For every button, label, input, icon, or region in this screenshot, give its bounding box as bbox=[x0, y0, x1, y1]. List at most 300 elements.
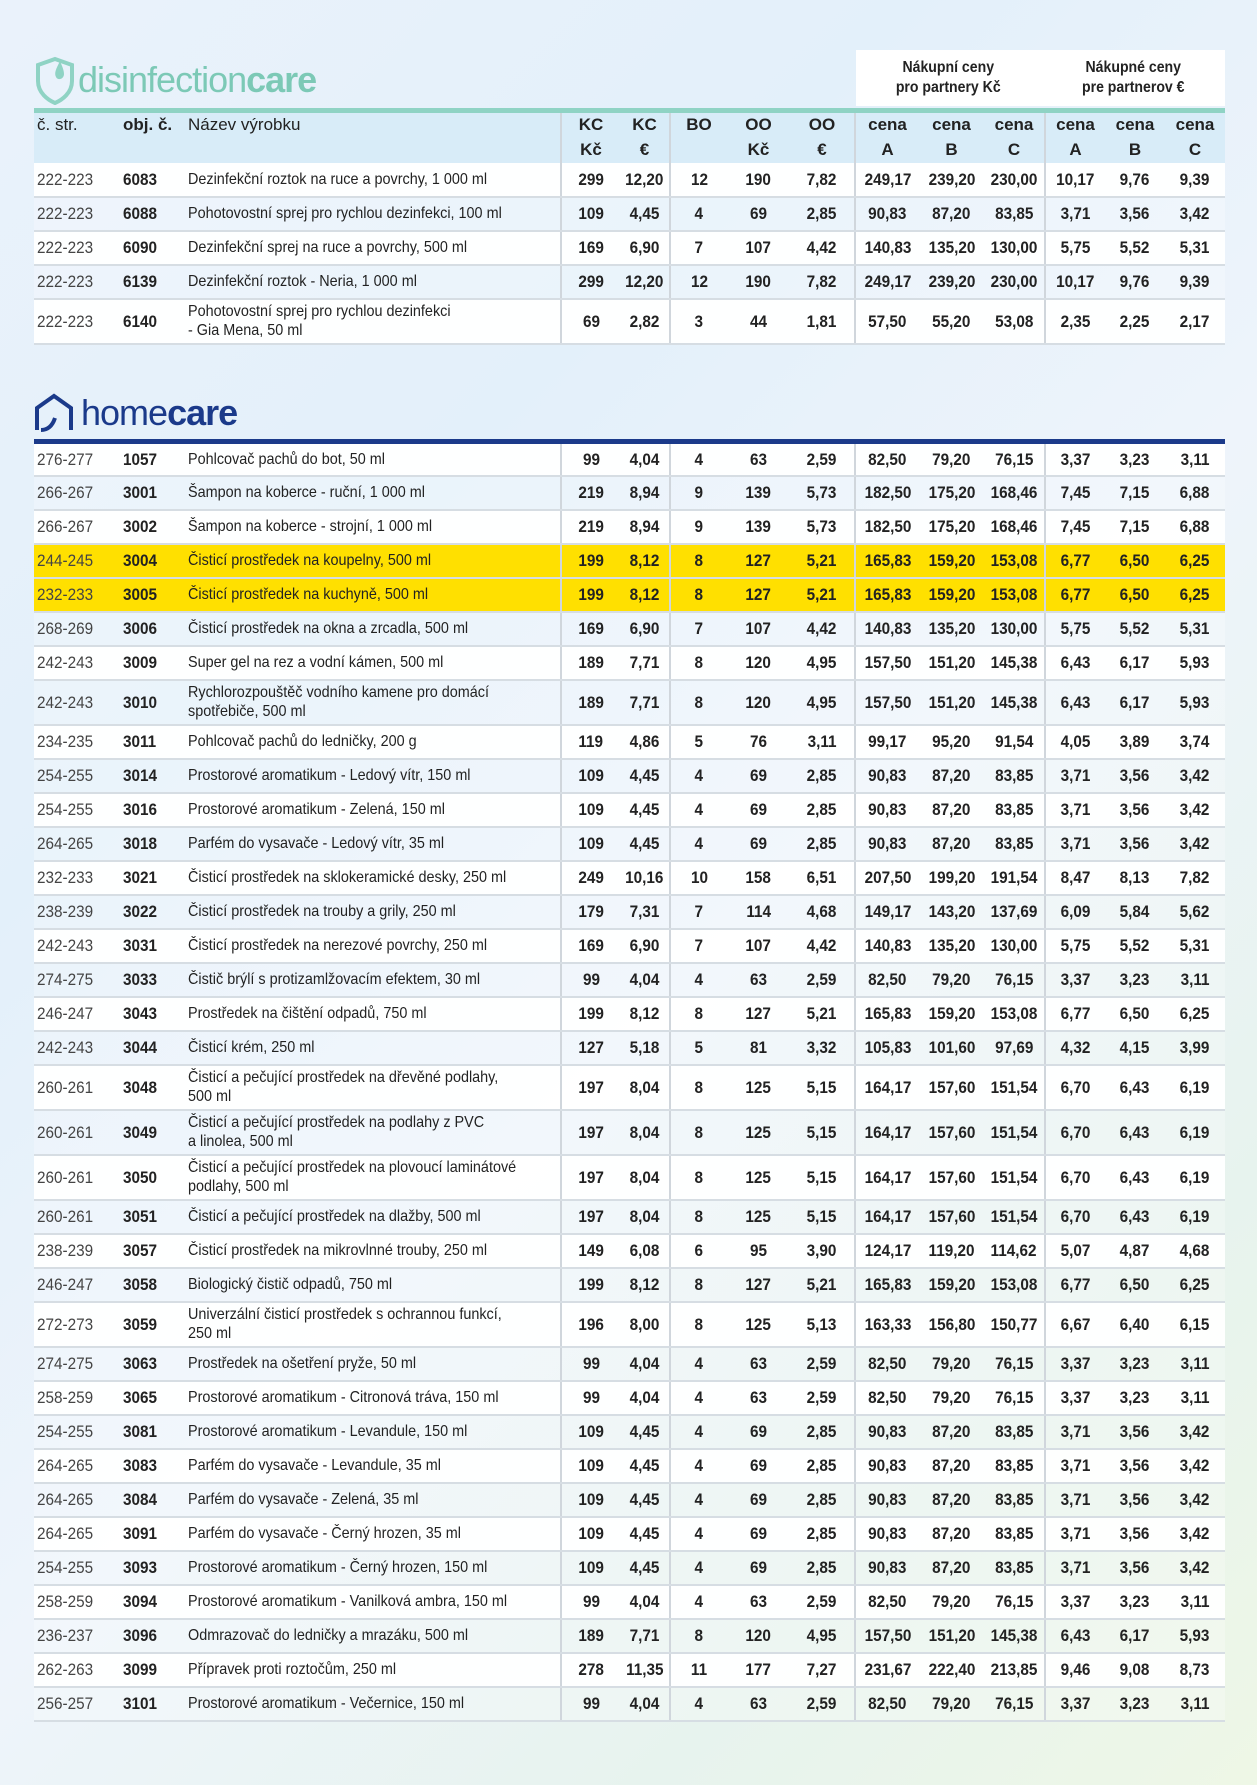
oo-czk-cell bbox=[727, 1155, 790, 1200]
price-c-eur-cell bbox=[1165, 646, 1225, 680]
price-c-czk: 153,08 bbox=[990, 1004, 1038, 1023]
price-a-eur-cell bbox=[1045, 895, 1105, 929]
order-code: 3049 bbox=[123, 1122, 158, 1142]
price-a-eur: 10,17 bbox=[1056, 272, 1095, 291]
page-range-cell bbox=[34, 1483, 120, 1517]
price-b-czk-cell bbox=[919, 1110, 984, 1155]
product-name: Čisticí a pečující prostředek na dlažby, 500 ml bbox=[188, 1208, 481, 1225]
oo-czk: 107 bbox=[745, 619, 772, 638]
col-header-top: OO bbox=[790, 111, 855, 137]
shield-drop-icon bbox=[32, 55, 78, 105]
price-b-eur: 8,13 bbox=[1120, 868, 1150, 887]
price-c-czk: 83,85 bbox=[994, 1524, 1034, 1543]
order-code-cell bbox=[120, 299, 185, 344]
oo-eur: 4,42 bbox=[807, 238, 837, 257]
kc-eur: 4,45 bbox=[629, 1422, 660, 1441]
oo-eur: 5,73 bbox=[807, 483, 837, 502]
price-b-eur: 3,89 bbox=[1120, 732, 1150, 751]
price-b-czk-cell bbox=[919, 197, 984, 231]
price-c-czk-cell bbox=[984, 1234, 1045, 1268]
price-a-eur-cell bbox=[1045, 612, 1105, 646]
order-code-cell bbox=[120, 646, 185, 680]
kc-czk-cell bbox=[561, 646, 620, 680]
price-b-eur: 6,43 bbox=[1120, 1167, 1150, 1187]
oo-czk-cell bbox=[727, 1653, 790, 1687]
price-a-eur: 3,37 bbox=[1060, 1592, 1091, 1611]
price-c-czk: 83,85 bbox=[994, 1558, 1034, 1577]
kc-czk-cell bbox=[561, 1483, 620, 1517]
price-b-czk-cell bbox=[919, 1449, 984, 1483]
price-a-eur-cell bbox=[1045, 1302, 1105, 1347]
price-a-czk-cell bbox=[855, 861, 919, 895]
bo: 8 bbox=[694, 1314, 704, 1334]
order-code: 3051 bbox=[123, 1207, 158, 1226]
price-c-czk: 145,38 bbox=[990, 653, 1038, 672]
price-b-czk: 157,60 bbox=[928, 1167, 975, 1187]
oo-eur-cell bbox=[790, 1381, 855, 1415]
oo-czk-cell bbox=[727, 725, 790, 759]
product-row bbox=[34, 231, 1225, 265]
kc-czk-cell bbox=[561, 1415, 620, 1449]
oo-czk-cell bbox=[727, 1031, 790, 1065]
col-header-page: č. str. bbox=[34, 111, 120, 137]
bo: 6 bbox=[694, 1241, 704, 1260]
kc-eur-cell bbox=[620, 1687, 670, 1721]
order-code-cell bbox=[120, 725, 185, 759]
price-group-headers bbox=[856, 50, 1225, 106]
kc-czk: 109 bbox=[578, 766, 604, 785]
product-row bbox=[34, 510, 1225, 544]
price-a-czk-cell bbox=[855, 299, 919, 344]
order-code-cell bbox=[120, 997, 185, 1031]
oo-eur-cell bbox=[790, 895, 855, 929]
oo-eur: 2,59 bbox=[807, 1388, 837, 1407]
product-name-cell bbox=[185, 476, 561, 510]
oo-czk-cell bbox=[727, 1268, 790, 1302]
page-range-cell bbox=[34, 163, 120, 197]
price-b-czk-cell bbox=[919, 612, 984, 646]
order-code: 3096 bbox=[123, 1626, 158, 1645]
page-range: 222-223 bbox=[37, 169, 94, 189]
oo-eur: 2,59 bbox=[807, 449, 837, 469]
price-b-czk-cell bbox=[919, 544, 984, 578]
price-a-eur-cell bbox=[1045, 544, 1105, 578]
price-a-czk: 82,50 bbox=[868, 1354, 907, 1373]
oo-eur-cell bbox=[790, 827, 855, 861]
price-c-czk: 151,54 bbox=[990, 1207, 1038, 1226]
kc-eur-cell bbox=[620, 1551, 670, 1585]
page-range: 254-255 bbox=[37, 766, 94, 785]
oo-czk-cell bbox=[727, 1234, 790, 1268]
page-range: 274-275 bbox=[37, 1354, 94, 1373]
oo-czk-cell bbox=[727, 578, 790, 612]
kc-eur: 8,04 bbox=[629, 1207, 660, 1226]
product-name-cell bbox=[185, 299, 561, 344]
price-b-eur: 3,56 bbox=[1120, 800, 1150, 819]
product-name-cell bbox=[185, 895, 561, 929]
price-c-eur-cell bbox=[1165, 1585, 1225, 1619]
bo: 8 bbox=[694, 1122, 704, 1142]
price-b-czk: 87,20 bbox=[932, 1490, 971, 1509]
kc-czk: 249 bbox=[578, 868, 604, 887]
oo-czk-cell bbox=[727, 1483, 790, 1517]
price-b-czk: 159,20 bbox=[928, 1004, 975, 1023]
order-code-cell bbox=[120, 1687, 185, 1721]
product-row bbox=[34, 442, 1225, 476]
price-c-czk-cell bbox=[984, 895, 1045, 929]
price-b-czk-cell bbox=[919, 1268, 984, 1302]
price-c-eur: 2,17 bbox=[1180, 311, 1210, 331]
price-a-eur: 6,70 bbox=[1060, 1207, 1091, 1226]
kc-eur-cell bbox=[620, 929, 670, 963]
order-code-cell bbox=[120, 1155, 185, 1200]
price-b-eur-cell bbox=[1105, 895, 1165, 929]
price-a-eur: 4,32 bbox=[1060, 1038, 1091, 1057]
order-code: 3005 bbox=[123, 585, 158, 604]
page-range-cell bbox=[34, 1551, 120, 1585]
price-a-eur-cell bbox=[1045, 265, 1105, 299]
page-range: 242-243 bbox=[37, 936, 94, 955]
price-b-eur: 3,56 bbox=[1120, 1422, 1150, 1441]
oo-eur: 4,95 bbox=[807, 1626, 837, 1645]
price-a-eur-cell bbox=[1045, 646, 1105, 680]
order-code: 3021 bbox=[123, 868, 158, 887]
bo: 9 bbox=[694, 517, 704, 536]
price-c-czk-cell bbox=[984, 680, 1045, 725]
product-name: Čisticí prostředek na okna a zrcadla, 500 ml bbox=[188, 620, 469, 637]
product-name: Parfém do vysavače - Ledový vítr, 35 ml bbox=[188, 835, 445, 852]
price-a-czk-cell bbox=[855, 476, 919, 510]
oo-eur: 5,15 bbox=[807, 1122, 837, 1142]
price-c-czk-cell bbox=[984, 476, 1045, 510]
price-a-czk: 164,17 bbox=[864, 1167, 911, 1187]
kc-eur-cell bbox=[620, 646, 670, 680]
price-a-czk: 249,17 bbox=[864, 169, 911, 189]
price-c-czk-cell bbox=[984, 1653, 1045, 1687]
price-a-eur-cell bbox=[1045, 725, 1105, 759]
product-name-cell bbox=[185, 197, 561, 231]
header-row-units bbox=[34, 137, 1225, 163]
oo-eur-cell bbox=[790, 1517, 855, 1551]
price-c-czk: 91,54 bbox=[994, 732, 1034, 751]
price-c-eur: 4,68 bbox=[1180, 1241, 1210, 1260]
kc-czk: 189 bbox=[578, 692, 604, 712]
price-c-eur-cell bbox=[1165, 1517, 1225, 1551]
price-a-eur-cell bbox=[1045, 1517, 1105, 1551]
price-a-eur: 6,43 bbox=[1060, 692, 1091, 712]
oo-czk-cell bbox=[727, 1347, 790, 1381]
price-a-czk: 90,83 bbox=[868, 1490, 907, 1509]
product-name: Dezinfekční roztok na ruce a povrchy, 1 000 ml bbox=[188, 170, 488, 188]
kc-czk-cell bbox=[561, 759, 620, 793]
kc-eur-cell bbox=[620, 1415, 670, 1449]
bo: 8 bbox=[694, 1275, 704, 1294]
price-c-eur-cell bbox=[1165, 725, 1225, 759]
product-name: Prostředek na čištění odpadů, 750 ml bbox=[188, 1005, 427, 1022]
oo-czk-cell bbox=[727, 963, 790, 997]
price-b-eur: 3,56 bbox=[1120, 834, 1150, 853]
price-c-eur-cell bbox=[1165, 895, 1225, 929]
oo-eur-cell bbox=[790, 861, 855, 895]
price-a-eur: 3,71 bbox=[1060, 766, 1091, 785]
price-b-czk-cell bbox=[919, 1619, 984, 1653]
price-b-eur: 6,43 bbox=[1120, 1207, 1150, 1226]
price-b-czk: 87,20 bbox=[932, 204, 971, 223]
oo-czk: 120 bbox=[745, 653, 772, 672]
price-a-eur-cell bbox=[1045, 510, 1105, 544]
oo-czk: 69 bbox=[749, 1422, 768, 1441]
bo-cell bbox=[670, 1483, 727, 1517]
price-b-eur-cell bbox=[1105, 793, 1165, 827]
price-b-eur-cell bbox=[1105, 197, 1165, 231]
product-name: Čisticí prostředek na sklokeramické desky, 250 ml bbox=[188, 869, 507, 886]
oo-eur-cell bbox=[790, 299, 855, 344]
col-header-bottom bbox=[670, 137, 727, 163]
price-c-czk-cell bbox=[984, 1449, 1045, 1483]
oo-czk-cell bbox=[727, 510, 790, 544]
price-a-czk: 164,17 bbox=[864, 1122, 911, 1142]
price-a-eur: 5,75 bbox=[1060, 936, 1091, 955]
price-a-eur: 8,47 bbox=[1060, 868, 1091, 887]
price-b-eur-cell bbox=[1105, 759, 1165, 793]
oo-czk-cell bbox=[727, 442, 790, 476]
product-name: Parfém do vysavače - Levandule, 35 ml bbox=[188, 1457, 441, 1474]
price-a-czk-cell bbox=[855, 1155, 919, 1200]
price-a-czk-cell bbox=[855, 1619, 919, 1653]
price-c-eur: 6,88 bbox=[1180, 483, 1210, 502]
order-code-cell bbox=[120, 1234, 185, 1268]
product-name-cell bbox=[185, 929, 561, 963]
product-name-cell bbox=[185, 759, 561, 793]
price-a-czk: 164,17 bbox=[864, 1207, 911, 1226]
order-code-cell bbox=[120, 1585, 185, 1619]
kc-czk-cell bbox=[561, 1347, 620, 1381]
price-c-czk-cell bbox=[984, 827, 1045, 861]
product-name: Čisticí krém, 250 ml bbox=[188, 1039, 315, 1056]
price-b-czk-cell bbox=[919, 299, 984, 344]
kc-czk-cell bbox=[561, 1517, 620, 1551]
oo-czk-cell bbox=[727, 929, 790, 963]
oo-eur-cell bbox=[790, 725, 855, 759]
price-b-czk-cell bbox=[919, 1155, 984, 1200]
bo: 8 bbox=[694, 1167, 704, 1187]
oo-eur: 3,11 bbox=[807, 732, 837, 751]
page-range: 238-239 bbox=[37, 1241, 94, 1260]
price-c-czk-cell bbox=[984, 1585, 1045, 1619]
oo-czk: 120 bbox=[745, 692, 772, 712]
order-code: 3022 bbox=[123, 902, 158, 921]
price-a-eur-cell bbox=[1045, 1415, 1105, 1449]
price-b-czk-cell bbox=[919, 1653, 984, 1687]
product-name-cell bbox=[185, 963, 561, 997]
price-a-eur-cell bbox=[1045, 1653, 1105, 1687]
page-range-cell bbox=[34, 861, 120, 895]
oo-czk: 69 bbox=[749, 1524, 768, 1543]
price-b-czk-cell bbox=[919, 163, 984, 197]
order-code: 3084 bbox=[123, 1490, 158, 1509]
price-a-eur-cell bbox=[1045, 1031, 1105, 1065]
oo-czk: 63 bbox=[749, 1592, 768, 1611]
oo-eur: 2,85 bbox=[807, 1524, 837, 1543]
price-a-czk-cell bbox=[855, 510, 919, 544]
oo-eur: 2,85 bbox=[807, 1422, 837, 1441]
price-b-czk-cell bbox=[919, 963, 984, 997]
col-header-bottom: C bbox=[1165, 137, 1225, 163]
price-a-czk: 105,83 bbox=[864, 1038, 911, 1057]
order-code: 3048 bbox=[123, 1077, 158, 1097]
price-a-czk-cell bbox=[855, 1200, 919, 1234]
oo-eur-cell bbox=[790, 1687, 855, 1721]
kc-czk-cell bbox=[561, 163, 620, 197]
kc-eur-cell bbox=[620, 997, 670, 1031]
bo-cell bbox=[670, 1065, 727, 1110]
price-b-eur-cell bbox=[1105, 1585, 1165, 1619]
oo-czk: 69 bbox=[749, 1558, 768, 1577]
price-c-czk-cell bbox=[984, 1302, 1045, 1347]
page-range-cell bbox=[34, 997, 120, 1031]
price-b-czk-cell bbox=[919, 646, 984, 680]
kc-czk: 189 bbox=[578, 653, 604, 672]
price-a-eur-cell bbox=[1045, 163, 1105, 197]
col-header-bottom: Kč bbox=[727, 137, 790, 163]
price-c-czk-cell bbox=[984, 929, 1045, 963]
price-c-czk: 76,15 bbox=[994, 449, 1034, 469]
price-b-eur-cell bbox=[1105, 1687, 1165, 1721]
bo: 4 bbox=[694, 449, 704, 469]
price-c-eur-cell bbox=[1165, 544, 1225, 578]
price-a-czk-cell bbox=[855, 578, 919, 612]
bo: 9 bbox=[694, 483, 704, 502]
price-b-eur: 9,76 bbox=[1120, 169, 1150, 189]
bo-cell bbox=[670, 1585, 727, 1619]
bo-cell bbox=[670, 197, 727, 231]
price-b-eur-cell bbox=[1105, 299, 1165, 344]
oo-eur-cell bbox=[790, 1200, 855, 1234]
oo-eur: 4,42 bbox=[807, 936, 837, 955]
page-range-cell bbox=[34, 1155, 120, 1200]
price-b-czk-cell bbox=[919, 1483, 984, 1517]
price-c-czk-cell bbox=[984, 231, 1045, 265]
homecare-logo bbox=[33, 390, 237, 435]
bo-cell bbox=[670, 1268, 727, 1302]
price-b-czk-cell bbox=[919, 1302, 984, 1347]
oo-eur-cell bbox=[790, 1031, 855, 1065]
col-header-bottom: B bbox=[919, 137, 984, 163]
kc-eur-cell bbox=[620, 476, 670, 510]
kc-eur-cell bbox=[620, 793, 670, 827]
product-name-cell bbox=[185, 1302, 561, 1347]
price-a-eur: 2,35 bbox=[1060, 311, 1091, 331]
product-name-cell bbox=[185, 1268, 561, 1302]
price-c-czk-cell bbox=[984, 1619, 1045, 1653]
kc-eur: 7,31 bbox=[629, 902, 660, 921]
kc-czk-cell bbox=[561, 1268, 620, 1302]
page-range-cell bbox=[34, 544, 120, 578]
kc-eur-cell bbox=[620, 1619, 670, 1653]
product-name-cell bbox=[185, 1381, 561, 1415]
price-a-czk-cell bbox=[855, 1687, 919, 1721]
kc-eur: 4,86 bbox=[629, 732, 660, 751]
oo-eur: 2,59 bbox=[807, 1354, 837, 1373]
price-b-eur: 3,56 bbox=[1120, 204, 1150, 223]
oo-czk: 69 bbox=[749, 834, 768, 853]
bo-cell bbox=[670, 861, 727, 895]
price-a-eur-cell bbox=[1045, 231, 1105, 265]
bo-cell bbox=[670, 612, 727, 646]
bo: 7 bbox=[694, 238, 704, 257]
oo-czk-cell bbox=[727, 759, 790, 793]
product-row bbox=[34, 793, 1225, 827]
order-code: 3011 bbox=[123, 732, 157, 751]
kc-eur-cell bbox=[620, 265, 670, 299]
price-c-eur: 8,73 bbox=[1180, 1660, 1210, 1679]
kc-eur-cell bbox=[620, 1347, 670, 1381]
product-name: Super gel na rez a vodní kámen, 500 ml bbox=[188, 654, 444, 671]
header-spacer bbox=[34, 137, 120, 163]
kc-eur-cell bbox=[620, 1110, 670, 1155]
bo: 8 bbox=[694, 1207, 704, 1226]
house-icon bbox=[33, 392, 75, 434]
oo-czk-cell bbox=[727, 1302, 790, 1347]
oo-czk-cell bbox=[727, 1449, 790, 1483]
kc-eur-cell bbox=[620, 544, 670, 578]
price-c-eur-cell bbox=[1165, 197, 1225, 231]
kc-eur: 8,12 bbox=[629, 1275, 660, 1294]
kc-czk: 299 bbox=[578, 272, 604, 291]
kc-czk: 149 bbox=[578, 1241, 604, 1260]
kc-czk-cell bbox=[561, 1065, 620, 1110]
order-code: 3031 bbox=[123, 936, 158, 955]
price-b-czk: 157,60 bbox=[928, 1122, 975, 1142]
kc-czk: 109 bbox=[578, 800, 604, 819]
page-range: 258-259 bbox=[37, 1388, 94, 1407]
kc-eur-cell bbox=[620, 612, 670, 646]
kc-eur-cell bbox=[620, 1031, 670, 1065]
kc-czk-cell bbox=[561, 299, 620, 344]
oo-czk-cell bbox=[727, 231, 790, 265]
price-c-eur: 6,25 bbox=[1180, 551, 1210, 570]
oo-eur: 7,27 bbox=[807, 1660, 837, 1679]
page-range: 274-275 bbox=[37, 970, 94, 989]
price-c-eur: 5,62 bbox=[1180, 902, 1210, 921]
price-c-czk-cell bbox=[984, 612, 1045, 646]
kc-czk-cell bbox=[561, 231, 620, 265]
price-b-czk: 79,20 bbox=[932, 1592, 971, 1611]
product-name-cell bbox=[185, 1234, 561, 1268]
oo-czk-cell bbox=[727, 1619, 790, 1653]
oo-eur: 5,13 bbox=[807, 1314, 837, 1334]
price-a-czk: 163,33 bbox=[864, 1314, 911, 1334]
oo-czk: 114 bbox=[746, 902, 771, 921]
price-c-eur-cell bbox=[1165, 1483, 1225, 1517]
order-code: 3094 bbox=[123, 1592, 158, 1611]
oo-czk: 63 bbox=[749, 1354, 768, 1373]
price-a-eur: 3,71 bbox=[1060, 834, 1091, 853]
price-b-eur-cell bbox=[1105, 163, 1165, 197]
price-b-eur: 2,25 bbox=[1120, 311, 1150, 331]
order-code-cell bbox=[120, 1449, 185, 1483]
oo-eur: 2,85 bbox=[807, 1558, 837, 1577]
bo: 4 bbox=[694, 800, 704, 819]
order-code-cell bbox=[120, 1551, 185, 1585]
kc-czk: 69 bbox=[582, 311, 600, 331]
price-a-czk-cell bbox=[855, 1302, 919, 1347]
price-b-eur: 9,76 bbox=[1120, 272, 1150, 291]
kc-czk-cell bbox=[561, 1687, 620, 1721]
kc-eur: 4,04 bbox=[629, 970, 660, 989]
price-a-eur: 7,45 bbox=[1060, 483, 1091, 502]
oo-czk: 63 bbox=[749, 1388, 768, 1407]
